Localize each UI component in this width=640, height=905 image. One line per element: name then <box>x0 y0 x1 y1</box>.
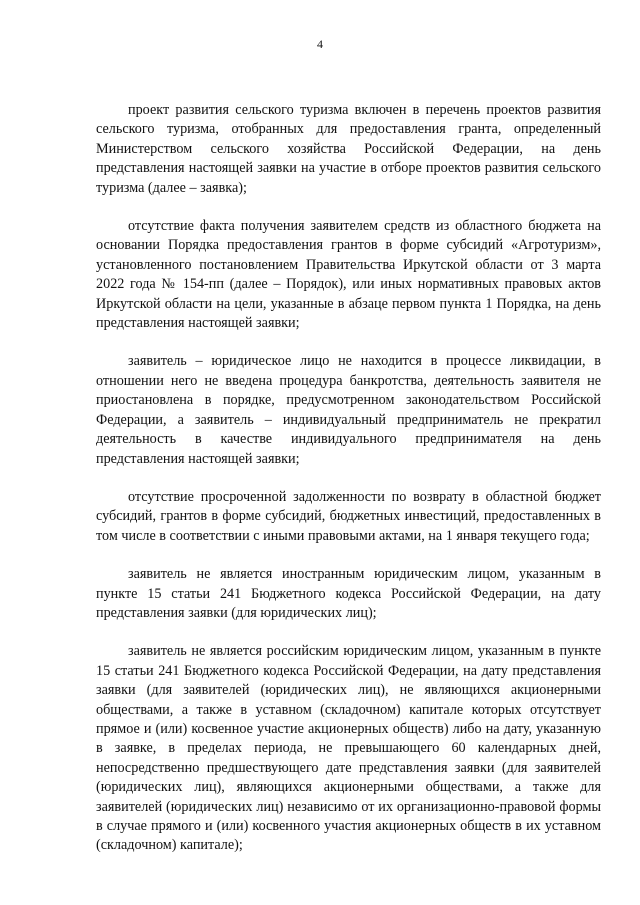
paragraph-no-overdue-debt: отсутствие просроченной задолженности по возврату в областной бюджет субсидий, грантов в форме субсидий, бюджетных инвестиций, предоставленных в том числе в соответствии с иными правовыми актами, на 1 января текущего года; <box>96 488 601 544</box>
paragraph-not-russian-offshore-entity: заявитель не является российским юридическим лицом, указанным в пункте 15 статьи 241 Бюджетного кодекса Российской Федерации, на дату представления заявки (для заявителей (юридических лиц), не являющихся акционерными обществами, а также в уставном (складочном) капитале которых отсутствует прямое и (или) косвенное участие акционерных обществ) либо на дату, указанную в заявке, в пределах периода, не превышающего 60 календарных дней, непосредственно предшествующего дате представления заявки (для заявителей (юридических лиц), являющихся акционерными обществами, а также для заявителей (юридических лиц) независимо от их организационно-правовой формы в случае прямого и (или) косвенного участия акционерных обществ в их уставном (складочном) капитале); <box>96 643 601 854</box>
paragraph-no-prior-funding: отсутствие факта получения заявителем средств из областного бюджета на основании Порядка предоставления грантов в форме субсидий «Агротуризм», установленного постановлением Правительства Иркутской области от 3 марта 2022 года № 154-пп (далее – Порядок), или иных нормативных правовых актов Иркутской области на цели, указанные в абзаце первом пункта 1 Порядка, на день представления настоящей заявки; <box>96 218 601 332</box>
paragraph-no-liquidation: заявитель – юридическое лицо не находится в процессе ликвидации, в отношении него не введена процедура банкротства, деятельность заявителя не приостановлена в порядке, предусмотренном законодательством Российской Федерации, а заявитель – индивидуальный предприниматель не прекратил деятельность в качестве индивидуального предпринимателя на день представления настоящей заявки; <box>96 353 601 467</box>
paragraph-not-foreign-entity: заявитель не является иностранным юридическим лицом, указанным в пункте 15 статьи 241 Бюджетного кодекса Российской Федерации, на дату представления заявки (для юридических лиц); <box>96 566 601 621</box>
page-number: 4 <box>317 37 323 51</box>
paragraph-tourism-project: проект развития сельского туризма включен в перечень проектов развития сельского туризма, отобранных для предоставления гранта, определенный Министерством сельского хозяйства Российской Федерации, на день представления настоящей заявки на участие в отборе проектов развития сельского туризма (далее – заявка); <box>96 102 601 196</box>
document-body <box>96 101 601 856</box>
